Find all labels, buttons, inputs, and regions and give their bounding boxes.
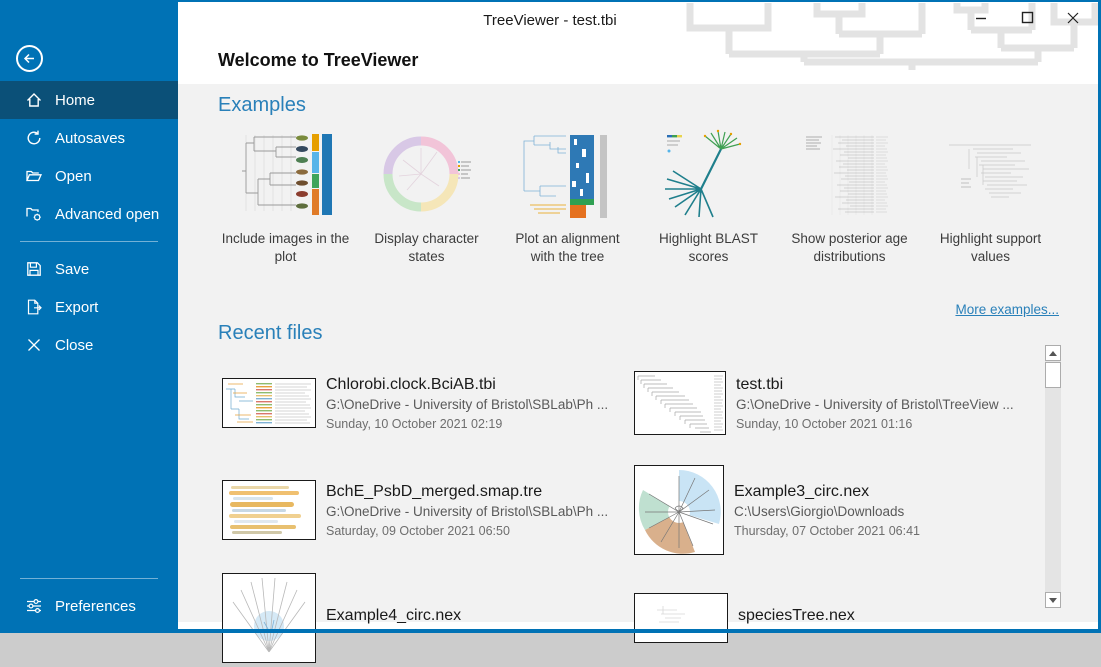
sidebar-item-label: Advanced open: [55, 205, 160, 223]
example-thumbnail: [220, 128, 351, 222]
minimize-icon: [975, 12, 987, 27]
sidebar-item-label: Autosaves: [55, 129, 126, 147]
file-date: Sunday, 10 October 2021 01:16: [736, 416, 913, 431]
file-date: Sunday, 10 October 2021 02:19: [326, 416, 503, 431]
file-info: [326, 607, 461, 630]
recent-file-speciestree[interactable]: [634, 586, 855, 650]
close-x-icon: [25, 336, 43, 354]
sidebar-item-label: Save: [55, 260, 90, 278]
content-area: [178, 84, 1098, 622]
file-info: [738, 607, 855, 630]
examples-heading: Examples: [218, 94, 306, 116]
file-name: Example4_circ.nex: [326, 606, 462, 624]
refresh-icon: [25, 129, 43, 147]
example-card-character-states[interactable]: [361, 128, 492, 266]
triangle-down-icon: [1049, 598, 1057, 603]
file-date: Thursday, 07 October 2021 06:41: [734, 523, 920, 538]
file-info: [326, 376, 608, 431]
recent-file-chlorobi[interactable]: [222, 371, 608, 435]
sidebar-item-label: Home: [55, 91, 96, 109]
file-name: BchE_PsbD_merged.smap.tre: [326, 482, 543, 500]
recent-files-heading: Recent files: [218, 322, 323, 344]
file-thumbnail: [222, 573, 316, 663]
more-examples-link[interactable]: More examples...: [955, 302, 1059, 317]
file-path: G:\OneDrive - University of Bristol\TreeView ...: [736, 396, 1014, 412]
example-card-support-values[interactable]: [925, 128, 1056, 266]
file-thumbnail: [634, 593, 728, 643]
recent-files-list: [178, 345, 1043, 624]
page-title: Welcome to TreeViewer: [218, 50, 419, 70]
example-thumbnail: [925, 128, 1056, 222]
close-icon: [1067, 12, 1079, 27]
home-icon: [25, 91, 43, 109]
file-name: test.tbi: [736, 375, 784, 393]
back-button[interactable]: [16, 45, 43, 72]
file-thumbnail: [634, 465, 724, 555]
sidebar-separator: [20, 241, 158, 242]
window-header: [178, 2, 1098, 84]
minimize-button[interactable]: [966, 7, 996, 31]
example-thumbnail: [784, 128, 915, 222]
file-info: [734, 483, 920, 538]
scroll-up-button[interactable]: [1045, 345, 1061, 361]
example-card-include-images[interactable]: [220, 128, 351, 266]
example-card-posterior-ages[interactable]: [784, 128, 915, 266]
example-caption: Highlight BLAST scores: [658, 231, 759, 264]
sidebar-item-home[interactable]: [0, 81, 178, 119]
examples-row: [220, 128, 1056, 266]
maximize-icon: [1021, 11, 1034, 27]
example-caption: Display character states: [374, 231, 479, 264]
example-thumbnail: [502, 128, 633, 222]
window-controls: [966, 7, 1088, 31]
scrollbar-thumb[interactable]: [1045, 362, 1061, 388]
close-button[interactable]: [1058, 7, 1088, 31]
save-icon: [25, 260, 43, 278]
example-thumbnail: [643, 128, 774, 222]
file-name: speciesTree.nex: [738, 606, 855, 624]
sidebar-item-export[interactable]: [0, 288, 178, 326]
recent-file-example4[interactable]: [222, 586, 461, 650]
recent-files-scrollbar[interactable]: [1045, 345, 1061, 608]
file-date: Saturday, 09 October 2021 06:50: [326, 523, 510, 538]
recent-file-bche[interactable]: [222, 478, 608, 542]
recent-file-test[interactable]: [634, 371, 1014, 435]
sidebar-item-advanced-open[interactable]: [0, 195, 178, 233]
sidebar-item-preferences[interactable]: [0, 587, 178, 625]
file-name: Example3_circ.nex: [734, 482, 870, 500]
file-name: Chlorobi.clock.BciAB.tbi: [326, 375, 496, 393]
main-area: [178, 2, 1098, 629]
sidebar-item-close[interactable]: [0, 326, 178, 364]
sidebar-item-label: Close: [55, 336, 94, 354]
window-title: TreeViewer - test.tbi: [483, 12, 617, 29]
example-thumbnail: [361, 128, 492, 222]
sidebar-nav: [0, 81, 178, 364]
file-info: [326, 483, 608, 538]
sidebar-item-autosaves[interactable]: [0, 119, 178, 157]
recent-file-example3[interactable]: [634, 478, 920, 542]
sidebar-item-open[interactable]: [0, 157, 178, 195]
sidebar-separator: [20, 578, 158, 579]
file-info: [736, 376, 1014, 431]
sidebar-item-label: Preferences: [55, 597, 136, 615]
example-caption: Include images in the plot: [221, 231, 350, 264]
back-arrow-icon: [22, 51, 37, 66]
sliders-icon: [25, 597, 43, 615]
export-icon: [25, 298, 43, 316]
sidebar-item-label: Export: [55, 298, 99, 316]
maximize-button[interactable]: [1012, 7, 1042, 31]
sidebar-bottom: [0, 570, 178, 625]
example-caption: Highlight support values: [939, 231, 1042, 264]
example-caption: Show posterior age distributions: [791, 231, 908, 264]
example-caption: Plot an alignment with the tree: [515, 231, 620, 264]
example-card-alignment[interactable]: [502, 128, 633, 266]
file-thumbnail: [222, 480, 316, 540]
file-path: G:\OneDrive - University of Bristol\SBLab\Ph ...: [326, 396, 609, 412]
sidebar-item-save[interactable]: [0, 250, 178, 288]
scroll-down-button[interactable]: [1045, 592, 1061, 608]
file-thumbnail: [222, 378, 316, 428]
file-thumbnail: [634, 371, 726, 435]
sidebar-item-label: Open: [55, 167, 92, 185]
open-folder-icon: [25, 167, 43, 185]
example-card-blast-scores[interactable]: [643, 128, 774, 266]
triangle-up-icon: [1049, 351, 1057, 356]
file-path: C:\Users\Giorgio\Downloads: [734, 503, 905, 519]
folder-gear-icon: [25, 205, 43, 223]
file-path: G:\OneDrive - University of Bristol\SBLab\Ph ...: [326, 503, 609, 519]
sidebar: [0, 0, 178, 633]
